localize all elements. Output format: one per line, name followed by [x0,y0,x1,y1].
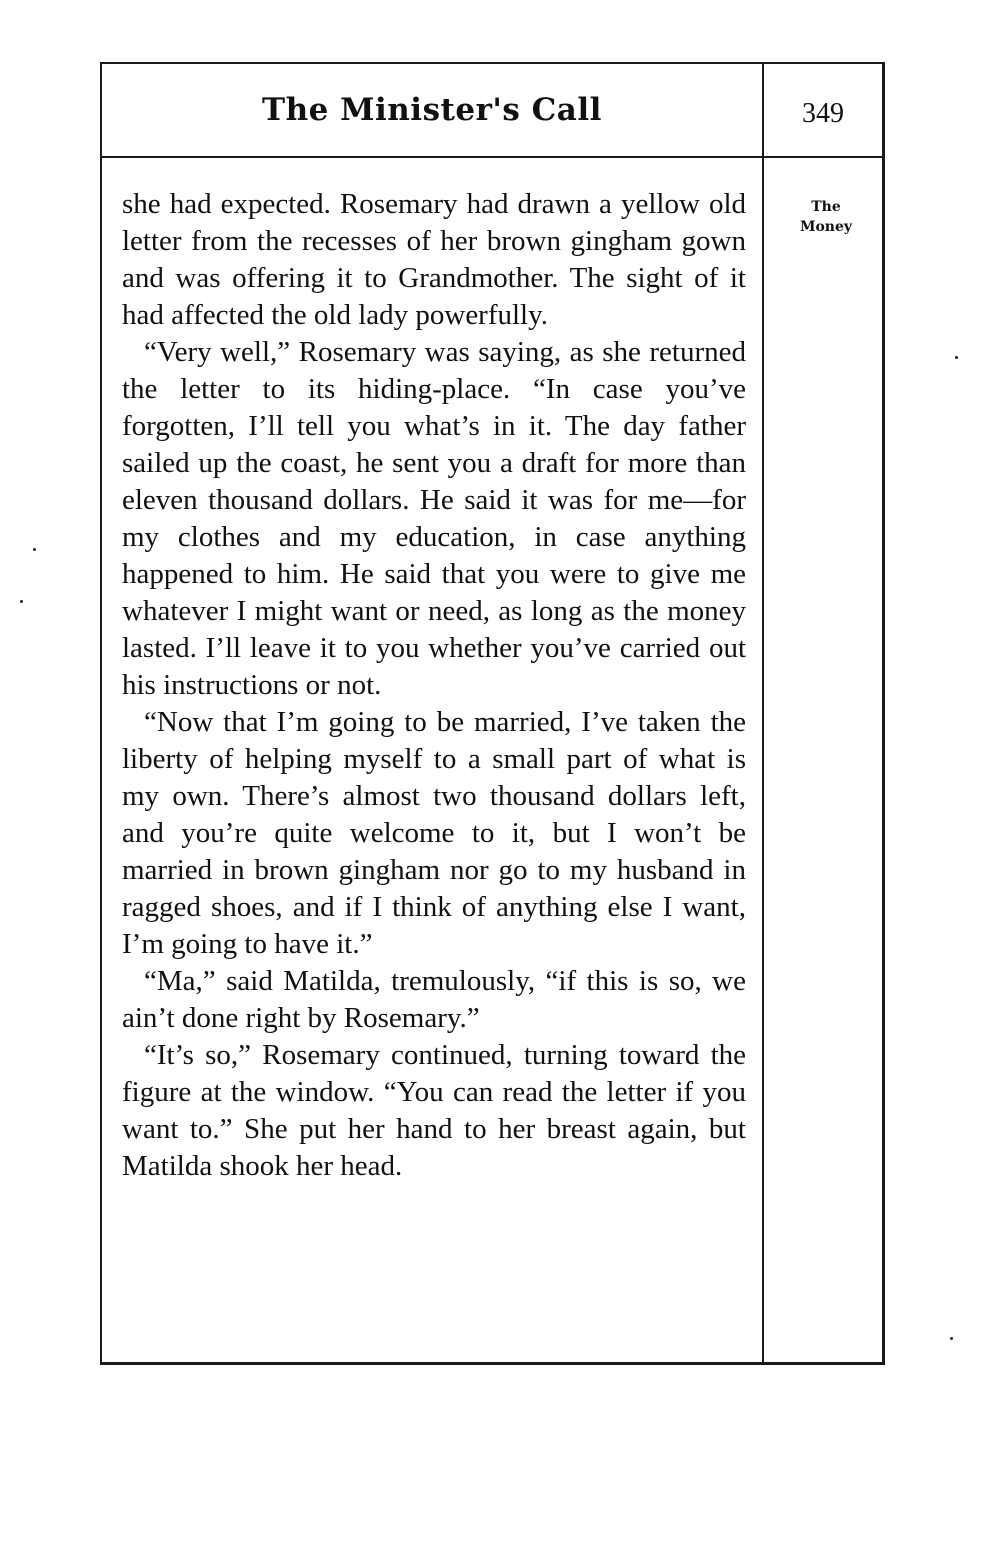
marginal-note [770,197,882,237]
page-number: 349 [802,98,844,129]
page-frame [100,62,885,1365]
marginal-note-line-2: Money [799,219,853,235]
header-rule [102,156,882,158]
body-text [122,186,746,1185]
scan-speck [20,600,23,603]
scan-speck [950,1337,953,1340]
scan-speck [955,356,958,359]
paragraph-5: “It’s so,” Rosemary continued, turning toward the figure at the window. “You can read the letter if you want to.” She put her hand to her breast again, but Matilda shook her head. [122,1039,746,1182]
marginal-note-line-1: The [811,199,841,215]
paragraph-3: “Now that I’m going to be married, I’ve taken the liberty of helping myself to a small part of what is my own. There’s almost two thousand dollars left, and you’re quite welcome to it, but I won’t be married in brown gingham nor go to my husband in ragged shoes, and if I think of anything else I want, I’m going to have it.” [122,706,746,960]
running-title: The Minister's Call [262,92,602,128]
paragraph-1: she had expected. Rosemary had drawn a yellow old letter from the recesses of her brown gingham gown and was offering it to Grandmother. The sight of it had affected the old lady powerfully. [122,188,746,331]
margin-column-rule [762,64,764,1362]
scan-speck [33,548,36,551]
paragraph-4: “Ma,” said Matilda, tremulously, “if this is so, we ain’t done right by Rosemary.” [122,965,746,1034]
paragraph-2: “Very well,” Rosemary was saying, as she returned the letter to its hiding-place. “In case you’ve forgotten, I’ll tell you what’s in it. The day father sailed up the coast, he sent you a draft for more than eleven thousand dollars. He said it was for me—for my clothes and my education, in case anything happened to him. He said that you were to give me whatever I might want or need, as long as the money lasted. I’ll leave it to you whether you’ve carried out his instructions or not. [122,336,746,701]
